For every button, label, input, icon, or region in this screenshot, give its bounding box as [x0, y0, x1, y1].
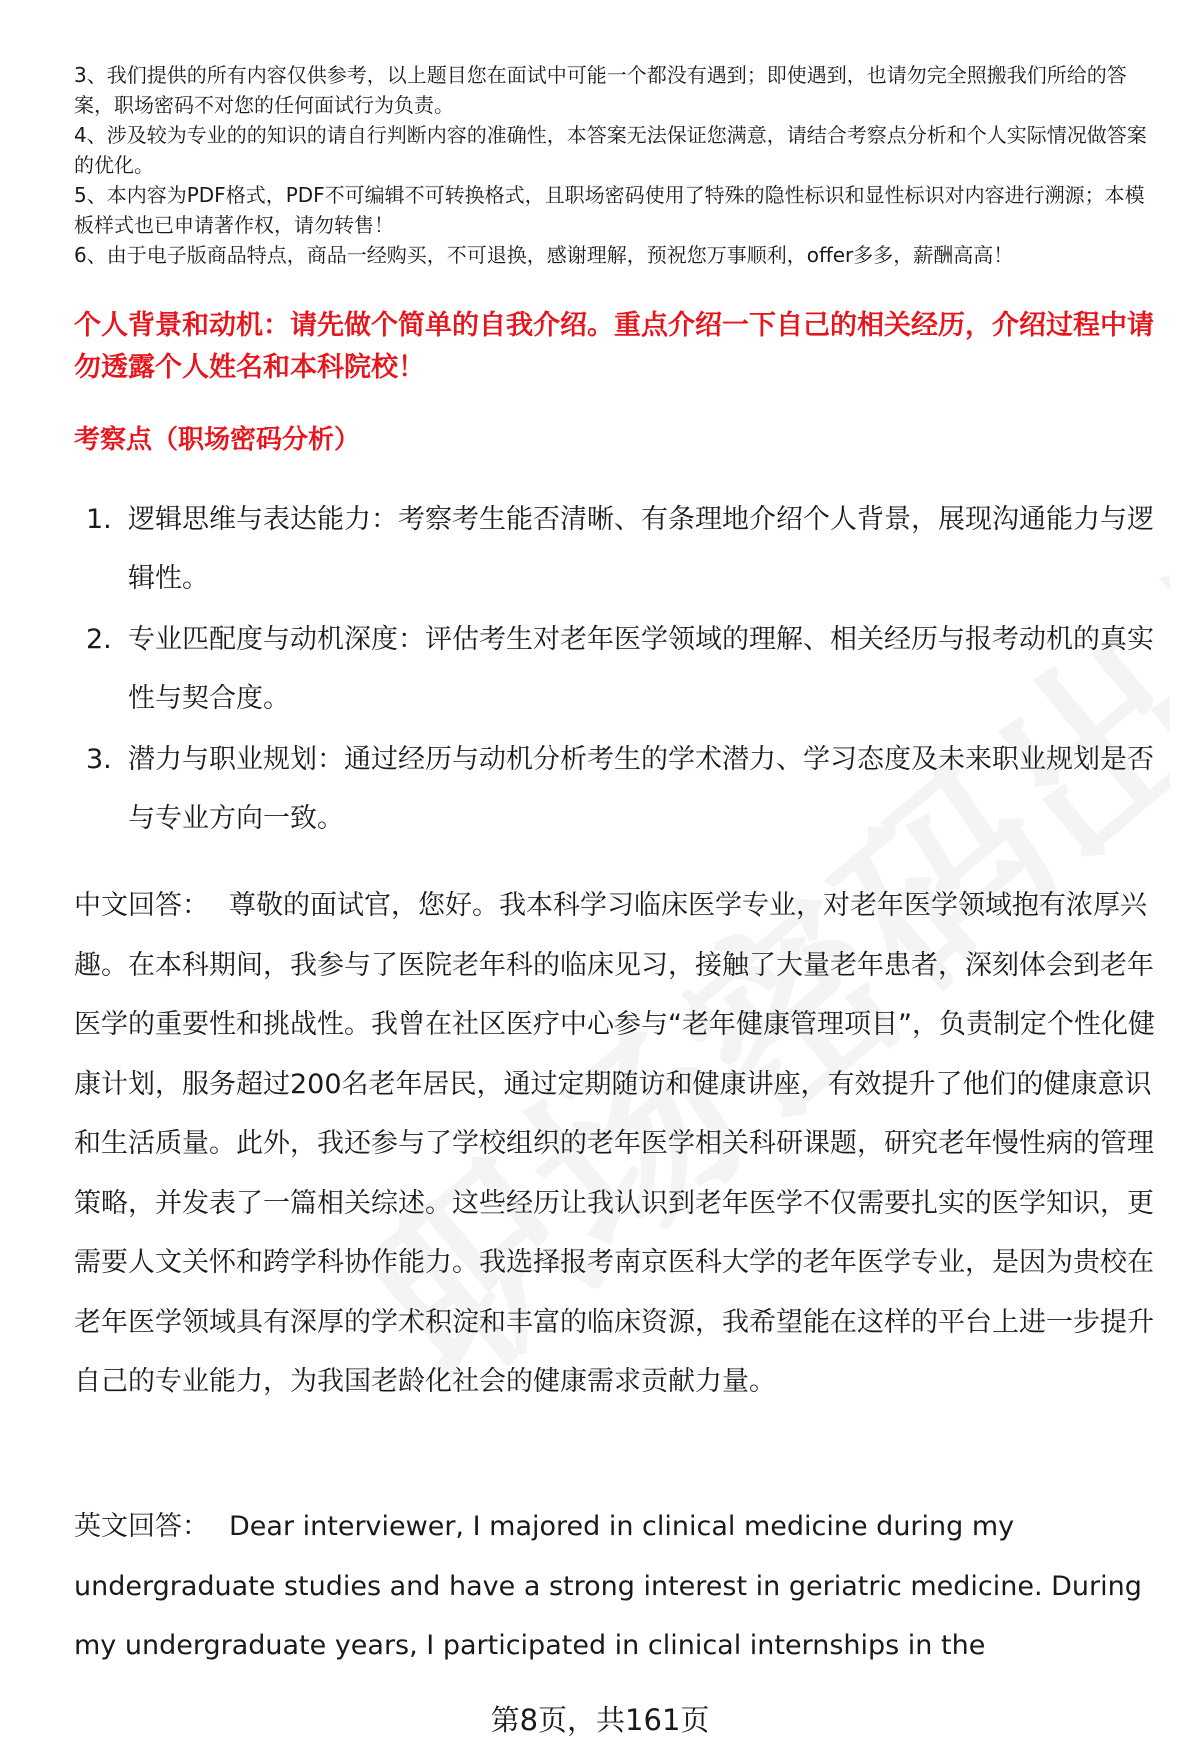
point-number: 3.	[86, 744, 112, 775]
analysis-point	[74, 730, 1164, 848]
analysis-point	[74, 610, 1164, 728]
english-answer-text: Dear interviewer, I majored in clinical medicine during my undergraduate studies and have a strong interest in geriatric medicine. During my undergraduate years, I participated in clinical internships in the	[74, 1511, 1142, 1661]
notes-list	[74, 60, 1164, 270]
english-answer-label: 英文回答：	[74, 1511, 209, 1542]
analysis-point	[74, 490, 1164, 608]
question-title: 个人背景和动机：请先做个简单的自我介绍。重点介绍一下自己的相关经历，介绍过程中请勿透露个人姓名和本科院校！	[74, 310, 1154, 383]
page-number: 第8页，共161页	[490, 1703, 710, 1737]
chinese-answer-label: 中文回答：	[74, 890, 209, 921]
analysis-title: 考察点（职场密码分析）	[74, 425, 361, 455]
note-item: 6、由于电子版商品特点，商品一经购买，不可退换，感谢理解，预祝您万事顺利，offer多多，薪酬高高！	[74, 243, 1014, 267]
analysis-points	[74, 490, 1164, 850]
point-number: 2.	[86, 624, 112, 655]
note-item: 4、涉及较为专业的的知识的请自行判断内容的准确性，本答案无法保证您满意，请结合考察点分析和个人实际情况做答案的优化。	[74, 123, 1147, 177]
point-text: 潜力与职业规划：通过经历与动机分析考生的学术潜力、学习态度及未来职业规划是否与专业方向一致。	[128, 744, 1154, 834]
note-item: 5、本内容为PDF格式，PDF不可编辑不可转换格式，且职场密码使用了特殊的隐性标识和显性标识对内容进行溯源；本模板样式也已申请著作权，请勿转售！	[74, 183, 1145, 237]
chinese-answer	[74, 876, 1164, 1412]
chinese-answer-text: 尊敬的面试官，您好。我本科学习临床医学专业，对老年医学领域抱有浓厚兴趣。在本科期间，我参与了医院老年科的临床见习，接触了大量老年患者，深刻体会到老年医学的重要性和挑战性。我曾在社区医疗中心参与“老年健康管理项目”，负责制定个性化健康计划，服务超过200名老年居民，通过定期随访和健康讲座，有效提升了他们的健康意识和生活质量。此外，我还参与了学校组织的老年医学相关科研课题，研究老年慢性病的管理策略，并发表了一篇相关综述。这些经历让我认识到老年医学不仅需要扎实的医学知识，更需要人文关怀和跨学科协作能力。我选择报考南京医科大学的老年医学专业，是因为贵校在老年医学领域具有深厚的学术积淀和丰富的临床资源，我希望能在这样的平台上进一步提升自己的专业能力，为我国老龄化社会的健康需求贡献力量。	[74, 890, 1155, 1397]
point-text: 逻辑思维与表达能力：考察考生能否清晰、有条理地介绍个人背景，展现沟通能力与逻辑性。	[128, 504, 1154, 594]
point-text: 专业匹配度与动机深度：评估考生对老年医学领域的理解、相关经历与报考动机的真实性与契合度。	[128, 624, 1154, 714]
note-item: 3、我们提供的所有内容仅供参考，以上题目您在面试中可能一个都没有遇到；即使遇到，也请勿完全照搬我们所给的答案，职场密码不对您的任何面试行为负责。	[74, 63, 1127, 117]
english-answer	[74, 1497, 1164, 1676]
point-number: 1.	[86, 504, 112, 535]
